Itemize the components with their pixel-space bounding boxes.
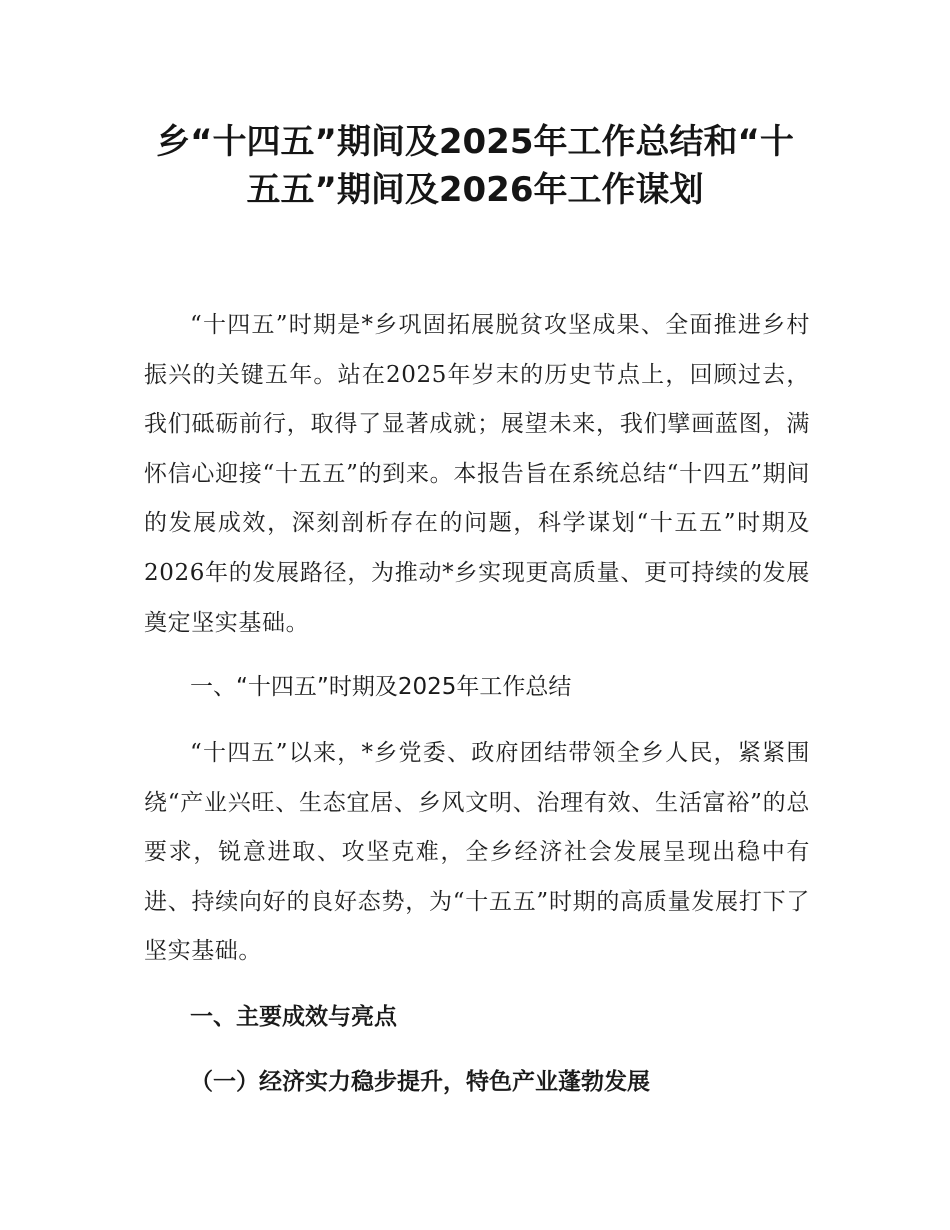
subsection-heading: 一、主要成效与亮点 [190, 1004, 397, 1030]
section-1-paragraph: “十四五”以来，*乡党委、政府团结带领全乡人民，紧紧围绕“产业兴旺、生态宜居、乡风文明、治理有效、生活富裕”的总要求，锐意进取、攻坚克难，全乡经济社会发展呈现出稳中有进、持续向好的良好态势，为“十五五”时期的高质量发展打下了坚实基础。 [144, 740, 810, 965]
section-1-heading: 一、“十四五”时期及2025年工作总结 [190, 674, 572, 700]
subsubsection-heading: （一）经济实力稳步提升，特色产业蓬勃发展 [190, 1069, 650, 1095]
title-line-1: 乡“十四五”期间及2025年工作总结和“十 [156, 122, 794, 162]
title-line-2: 五五”期间及2026年工作谋划 [246, 170, 704, 210]
intro-paragraph: “十四五”时期是*乡巩固拓展脱贫攻坚成果、全面推进乡村振兴的关键五年。站在2025年岁末的历史节点上，回顾过去，我们砥砺前行，取得了显著成就；展望未来，我们擘画蓝图，满怀信心迎接“十五五”的到来。本报告旨在系统总结“十四五”期间的发展成效，深刻剖析存在的问题，科学谋划“十五五”时期及2026年的发展路径，为推动*乡实现更高质量、更可持续的发展奠定坚实基础。 [144, 312, 810, 636]
document-title [120, 118, 830, 214]
